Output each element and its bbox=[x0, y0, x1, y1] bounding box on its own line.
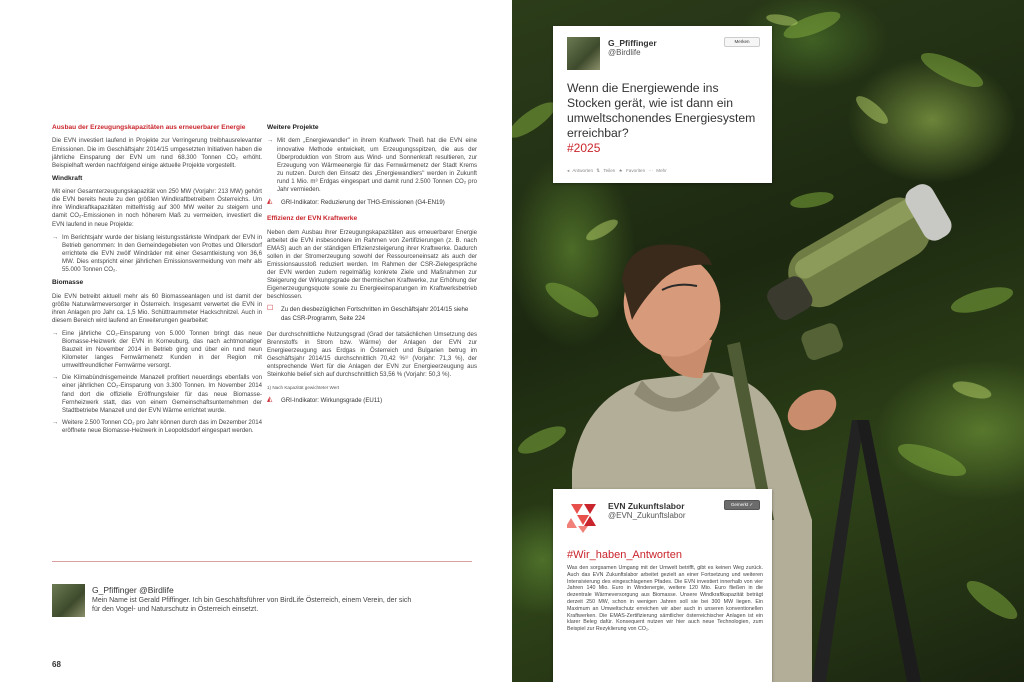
paragraph-wind: Mit einer Gesamterzeugungskapazität von 250 MW (Vorjahr: 213 MW) gehört die EVN bereits heute zu den größten Windkraftbetreibern Österreichs. Um ihre Windkraftkapazitäten mittelfristig auf 300 MW weiter zu steigern und damit CO₂-Emissionen in noch höherem Maß zu vermeiden, investiert die EVN laufend in neue Projekte: bbox=[52, 188, 262, 228]
paragraph-intro: Die EVN investiert laufend in Projekte zur Verringerung treibhausrelevanter Emissionen. Die im Geschäftsjahr 2014/15 umgesetzten Initiativen haben die jährliche Einsparung der EVN um rund 68.300 Tonnen CO₂ erhöht. Beispielhaft werden nachfolgend einige aktuelle Projekte vorgestellt. bbox=[52, 137, 262, 169]
card-name: EVN Zukunftslabor bbox=[608, 501, 685, 511]
tweet-handle: G_Pfiffinger @Birdlife bbox=[92, 585, 174, 595]
section-heading-efficiency: Effizienz der EVN Kraftwerke bbox=[267, 215, 358, 223]
avatar bbox=[567, 37, 600, 70]
card-handle: @EVN_Zukunftslabor bbox=[608, 511, 686, 520]
section-divider bbox=[52, 561, 472, 562]
bullet-further-projects-1: → Mit dem „Energiewandler" in ihrem Kraftwerk Theiß hat die EVN eine innovative Methode entwickelt, um Erzeugungsspitzen, die aus der Überproduktion von Strom aus Wind- und Sonnenkraft resultieren, zur Erzeugung von Wärmeenergie für das Fernwärmenetz der Stadt Krems zu nutzen. Durch den Einsatz des „Energiewandlers" werden in Zukunft rund 1 Mio. m³ Erdgas eingespart und damit rund 2.500 Tonnen CO₂ pro Jahr vermieden. bbox=[267, 137, 477, 193]
arrow-icon: → bbox=[267, 137, 274, 145]
section-heading-renewables: Ausbau der Erzeugungskapazitäten aus erneuerbarer Energie bbox=[52, 124, 246, 131]
paragraph-biomass: Die EVN betreibt aktuell mehr als 60 Biomasseanlagen und ist damit der größte Naturwärmeversorger in Österreich. Insgesamt verwertet die EVN in ihren Anlagen pro Jahr ca. 1,5 Mio. Schüttraummeter Hackschnitzel. Auch in diesem Bereich wird laufend an Erweiterungen gearbeitet: bbox=[52, 292, 262, 324]
arrow-icon: → bbox=[52, 374, 59, 382]
bullet-biomass-3: → Weitere 2.500 Tonnen CO₂ pro Jahr können durch das im Dezember 2014 eröffnete neue Biomasse-Heizwerk in Leopoldsdorf eingespart werden. bbox=[52, 418, 262, 434]
tweet-question: Wenn die Energiewende ins Stocken gerät, wie ist dann ein umweltschonendes Energiesystem erreichbar? bbox=[567, 81, 756, 140]
paragraph-efficiency-rates: Der durchschnittliche Nutzungsgrad (Grad der tatsächlichen Umsetzung des Brennstoffs in Strom bzw. Wärme) der Anlagen der EVN zur Energieerzeugung aus Erdgas in Österreich und Bulgarien betrug im Geschäftsjahr 2014/15 durchschnittlich 70,42 %¹⁾ (Vorjahr: 71,3 %), der entsprechende Wert für die Anlagen der EVN zur Energieerzeugung aus Steinkohle belief sich auf durchschnittlich 53,56 % (Vorjahr: 50,3 %). bbox=[267, 330, 477, 379]
gri-indicator-2: ◭ GRI-Indikator: Wirkungsgrade (EU11) bbox=[267, 396, 383, 405]
arrow-icon: → bbox=[52, 418, 59, 426]
arrow-icon: → bbox=[52, 233, 59, 241]
card-handle: @Birdlife bbox=[608, 48, 641, 57]
follow-button[interactable]: Merken bbox=[724, 37, 760, 47]
card-name: G_Pfiffinger bbox=[608, 38, 657, 48]
gri-triangle-icon: ◭ bbox=[267, 198, 273, 206]
bullet-biomass-1: → Eine jährliche CO₂-Einsparung von 5.000 Tonnen bringt das neue Biomasse-Heizwerk der EVN in Korneuburg, das nach achtmonatiger Bauzeit im November 2014 in Betrieb ging und über ein rund neun Kilometer langes Fernwärmenetz Kunden in der Region mit umweltfreundlicher Fernwärme versorgt. bbox=[52, 329, 262, 370]
photo-page bbox=[512, 0, 1024, 682]
text-column-1 bbox=[52, 124, 262, 439]
tweet-actions[interactable]: ◂ Antworten ⇅ Teilen ★ Favoriten ··· Mehr bbox=[567, 168, 667, 173]
bullet-biomass-2: → Die Klimabündnisgemeinde Manazell profitiert neuerdings ebenfalls von einer jährlichen CO₂-Einsparung von 3.300 Tonnen. Im November 2014 fand dort die offizielle Eröffnungsfeier für das neue Biomasse-Fernheizwerk statt, das von einem Gemeinschaftsunternehmen der Stadtbetriebe Manazell und der EVN Wärme errichtet wurde. bbox=[52, 374, 262, 414]
gri-triangle-icon: ◭ bbox=[267, 396, 273, 404]
page-number: 68 bbox=[52, 660, 61, 669]
hashtag[interactable]: #Wir_haben_Antworten bbox=[567, 549, 682, 561]
footnote: 1) Nach Kapazität gewichteter Wert bbox=[267, 385, 340, 391]
subheading-further-projects: Weitere Projekte bbox=[267, 124, 319, 131]
reference-box-icon: ☐ bbox=[267, 305, 274, 313]
tweet-answer-text: Was den sorgsamen Umgang mit der Umwelt betrifft, gibt es keinen Weg zurück. Auch das EVN Zukunftslabor arbeitet gezielt an einer Fortsetzung und weiteren Intensivierung des eingeschlagenen Pfades. Die EVN investiert innerhalb von vier Jahren 140 Mio. Euro in Windenergie, weitere 120 Mio. Euro fließen in die dezentrale Wärmeversorgung aus Biomasse. Unsere Windkraftkapazität beträgt derzeit 250 MW, schon in wenigen Jahren soll sie bei 300 MW liegen. Ein Maximum an Umweltschutz erreichen wir aber auch in unseren konventionellen Kraftwerken. Die EMAS-Zertifizierung sämtlicher österreichischer Anlagen ist ein klarer Beleg dafür. Konsequent nutzen wir hier auch neue Technologien, zum Beispiel zur Rezyklierung von CO₂. bbox=[567, 565, 763, 633]
avatar bbox=[52, 584, 85, 617]
tweet-card-question bbox=[553, 26, 772, 183]
hashtag[interactable]: #2025 bbox=[567, 141, 601, 155]
bullet-wind-1: → Im Berichtsjahr wurde der bislang leistungsstärkste Windpark der EVN in Betrieb genommen: In den Gemeindegebieten von Prottes und Ollersdorf errichtete die EVN zwölf Windräder mit einer Gesamtleistung von 36,6 MW. Dies entspricht einer jährlichen Emissionsvermeidung von mehr als 55.000 Tonnen CO₂. bbox=[52, 233, 262, 274]
arrow-icon: → bbox=[52, 329, 59, 337]
subheading-wind: Windkraft bbox=[52, 174, 83, 182]
tweet-text: Mein Name ist Gerald Pfiffinger. Ich bin Geschäftsführer von BirdLife Österreich, einem Verein, der sich für den Vogel- und Naturschutz in Österreich einsetzt. bbox=[92, 597, 412, 613]
followed-button[interactable]: Gemerkt ✓ bbox=[724, 500, 760, 510]
tweet-card-answer bbox=[553, 489, 772, 682]
paragraph-efficiency: Neben dem Ausbau ihrer Erzeugungskapazitäten aus erneuerbarer Energie arbeitet die EVN insbesondere im Rahmen von Zertifizierungen (z. B. nach EMAS) auch an der ständigen Effizienzsteigerung ihrer Kraftwerke. Dadurch sollen in der Stromerzeugung sowohl der Ressourceneinsatz als auch der Emissionsausstoß reduziert werden. Im Rahmen der CSR-Zielegespräche der EVN werden zudem regelmäßig konkrete Ziele und Maßnahmen zur Steigerung der Wirkungsgrade der thermischen Kraftwerke, zur Erhöhung der Eigenerzeugungsquote sowie zu Energieeinsparungen im Kraftwerksbetrieb beschlossen. bbox=[267, 228, 477, 301]
gri-indicator-1: ◭ GRI-Indikator: Reduzierung der THG-Emissionen (G4-EN19) bbox=[267, 198, 445, 207]
reference-note[interactable]: ☐ Zu den diesbezüglichen Fortschritten im Geschäftsjahr 2014/15 siehe das CSR-Programm, Seite 224 bbox=[267, 305, 469, 322]
subheading-biomass: Biomasse bbox=[52, 279, 84, 287]
evn-logo-icon bbox=[567, 500, 600, 533]
text-column-2 bbox=[267, 124, 477, 413]
